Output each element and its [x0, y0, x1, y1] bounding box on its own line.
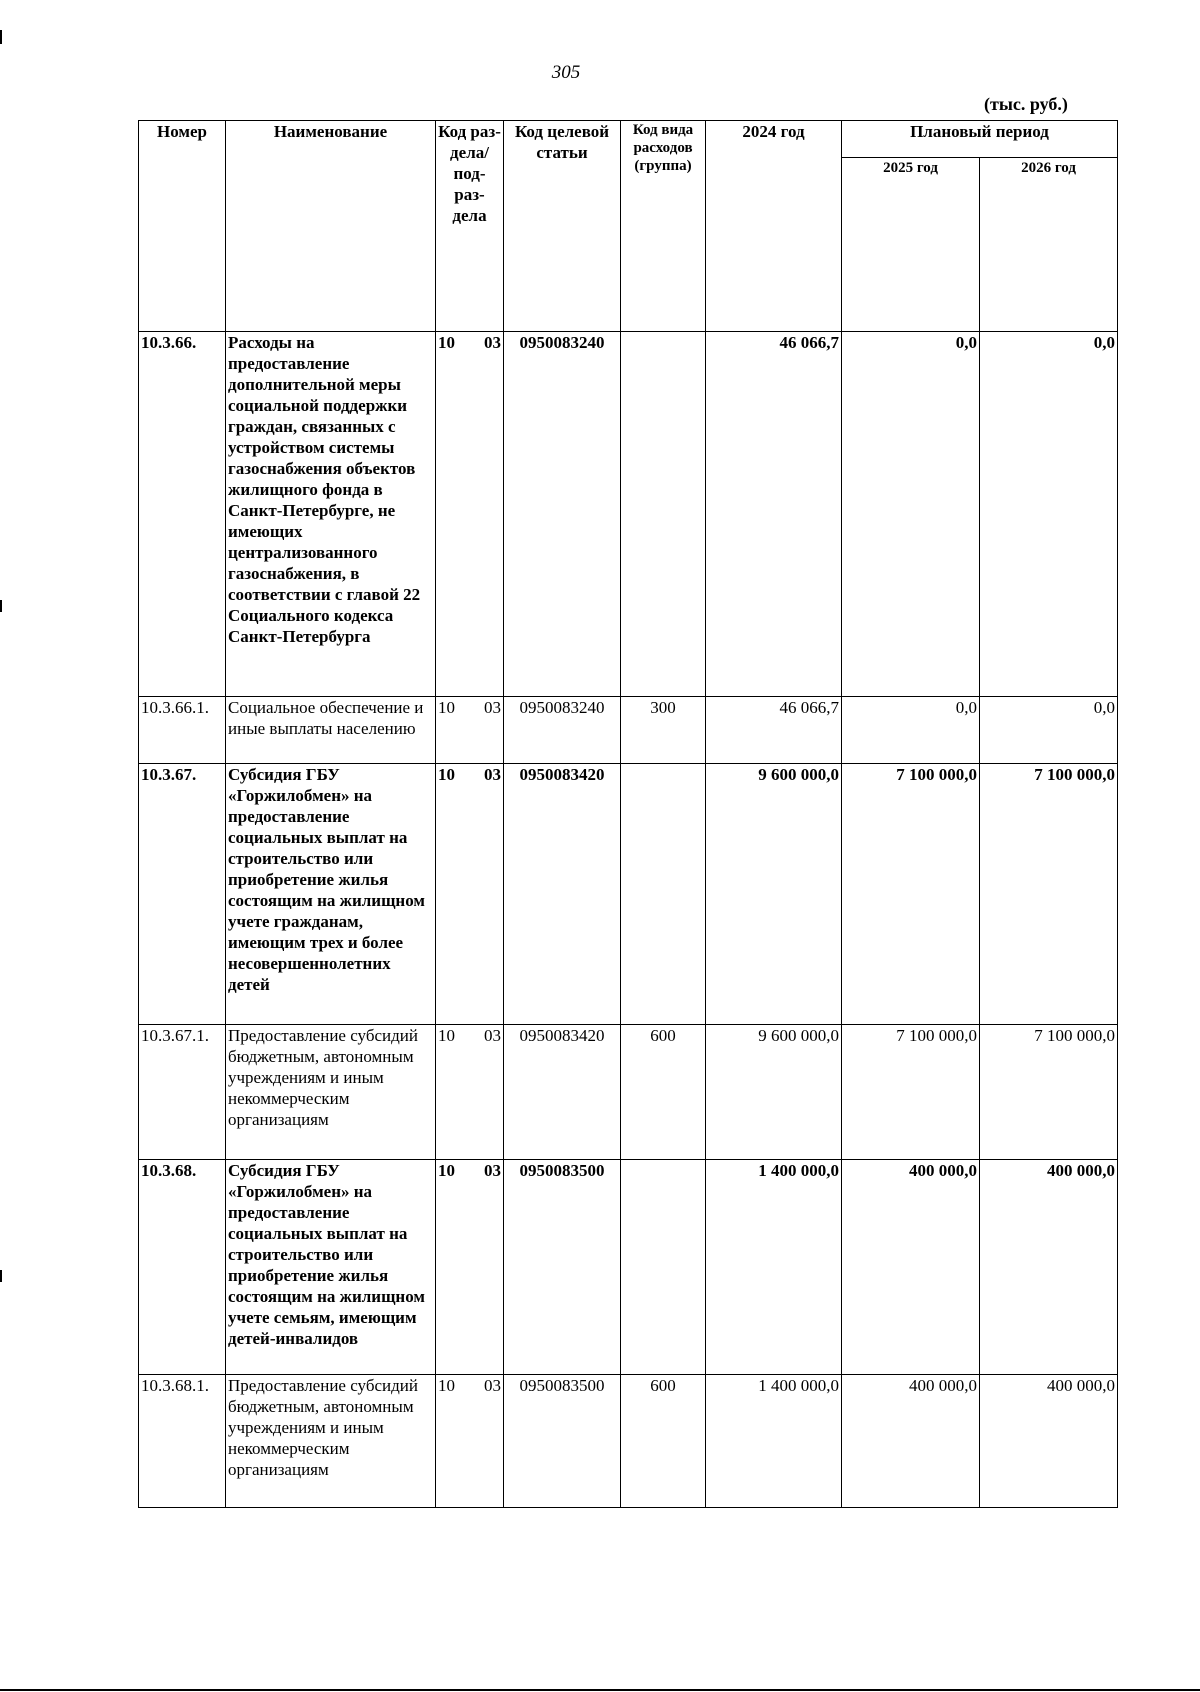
row-section-code	[436, 764, 504, 1025]
row-expense-type: 600	[621, 1375, 706, 1508]
row-value-2024: 1 400 000,0	[706, 1375, 842, 1508]
row-value-2026: 7 100 000,0	[980, 764, 1118, 1025]
table-row	[139, 764, 1118, 1025]
row-section-code	[436, 332, 504, 697]
row-value-2024: 46 066,7	[706, 332, 842, 697]
header-section-code: Код раз- дела/ под- раз- дела	[436, 121, 504, 332]
row-value-2025: 400 000,0	[842, 1160, 980, 1375]
row-value-2025: 0,0	[842, 332, 980, 697]
section: 10	[438, 1026, 455, 1045]
row-value-2026: 7 100 000,0	[980, 1025, 1118, 1160]
header-year-2024: 2024 год	[706, 121, 842, 332]
row-value-2025: 7 100 000,0	[842, 764, 980, 1025]
row-expense-type	[621, 764, 706, 1025]
header-row	[139, 121, 1118, 158]
table-row	[139, 1160, 1118, 1375]
subsection: 03	[484, 333, 501, 352]
scan-edge-mark	[0, 600, 2, 612]
page-number: 305	[551, 62, 581, 83]
row-value-2024: 46 066,7	[706, 697, 842, 764]
section: 10	[438, 698, 455, 717]
scan-edge-mark	[0, 1270, 2, 1282]
row-expense-type	[621, 332, 706, 697]
row-name: Субсидия ГБУ «Горжилобмен» на предоставление социальных выплат на строительство или приобретение жилья состоящим на жилищном учете семьям, имеющим детей-инвалидов	[226, 1160, 436, 1375]
subsection: 03	[484, 1161, 501, 1180]
row-number: 10.3.66.	[139, 332, 226, 697]
row-name: Предоставление субсидий бюджетным, автономным учреждениям и иным некоммерческим организациям	[226, 1025, 436, 1160]
row-expense-type	[621, 1160, 706, 1375]
row-value-2025: 7 100 000,0	[842, 1025, 980, 1160]
row-section-code	[436, 1160, 504, 1375]
row-expense-type: 300	[621, 697, 706, 764]
scan-bottom-edge	[0, 1689, 1200, 1691]
row-value-2024: 1 400 000,0	[706, 1160, 842, 1375]
row-number: 10.3.67.1.	[139, 1025, 226, 1160]
row-number: 10.3.67.	[139, 764, 226, 1025]
header-planned-period: Плановый период	[842, 121, 1118, 158]
row-value-2026: 0,0	[980, 332, 1118, 697]
row-target-code: 0950083420	[504, 1025, 621, 1160]
row-section-code	[436, 1375, 504, 1508]
header-expense-type: Код вида расходов (группа)	[621, 121, 706, 332]
row-number: 10.3.68.	[139, 1160, 226, 1375]
subsection: 03	[484, 698, 501, 717]
row-value-2025: 0,0	[842, 697, 980, 764]
section: 10	[438, 1161, 455, 1180]
subsection: 03	[484, 1026, 501, 1045]
row-section-code	[436, 1025, 504, 1160]
scan-edge-mark	[0, 30, 2, 44]
subsection: 03	[484, 1376, 501, 1395]
row-number: 10.3.68.1.	[139, 1375, 226, 1508]
header-year-2025: 2025 год	[842, 158, 980, 332]
row-number: 10.3.66.1.	[139, 697, 226, 764]
row-name: Социальное обеспечение и иные выплаты населению	[226, 697, 436, 764]
row-target-code: 0950083420	[504, 764, 621, 1025]
section: 10	[438, 1376, 455, 1395]
header-number: Номер	[139, 121, 226, 332]
row-name: Предоставление субсидий бюджетным, автономным учреждениям и иным некоммерческим организациям	[226, 1375, 436, 1508]
table-row	[139, 1375, 1118, 1508]
row-target-code: 0950083500	[504, 1375, 621, 1508]
budget-table	[138, 120, 1118, 1508]
table-row	[139, 697, 1118, 764]
header-name: Наименование	[226, 121, 436, 332]
header-year-2026: 2026 год	[980, 158, 1118, 332]
row-value-2026: 400 000,0	[980, 1375, 1118, 1508]
row-value-2024: 9 600 000,0	[706, 764, 842, 1025]
table-row	[139, 1025, 1118, 1160]
subsection: 03	[484, 765, 501, 784]
header-target-code: Код целевой статьи	[504, 121, 621, 332]
row-target-code: 0950083240	[504, 697, 621, 764]
section: 10	[438, 765, 455, 784]
row-target-code: 0950083500	[504, 1160, 621, 1375]
row-name: Расходы на предоставление дополнительной меры социальной поддержки граждан, связанных с устройством системы газоснабжения объектов жилищного фонда в Санкт-Петербурге, не имеющих централизованного газоснабжения, в соответствии с главой 22 Социального кодекса Санкт-Петербурга	[226, 332, 436, 697]
row-name: Субсидия ГБУ «Горжилобмен» на предоставление социальных выплат на строительство или приобретение жилья состоящим на жилищном учете гражданам, имеющим трех и более несовершеннолетних детей	[226, 764, 436, 1025]
units-label: (тыс. руб.)	[984, 94, 1068, 114]
table-row	[139, 332, 1118, 697]
row-value-2026: 400 000,0	[980, 1160, 1118, 1375]
row-expense-type: 600	[621, 1025, 706, 1160]
row-value-2025: 400 000,0	[842, 1375, 980, 1508]
row-target-code: 0950083240	[504, 332, 621, 697]
row-value-2026: 0,0	[980, 697, 1118, 764]
row-value-2024: 9 600 000,0	[706, 1025, 842, 1160]
row-section-code	[436, 697, 504, 764]
section: 10	[438, 333, 455, 352]
